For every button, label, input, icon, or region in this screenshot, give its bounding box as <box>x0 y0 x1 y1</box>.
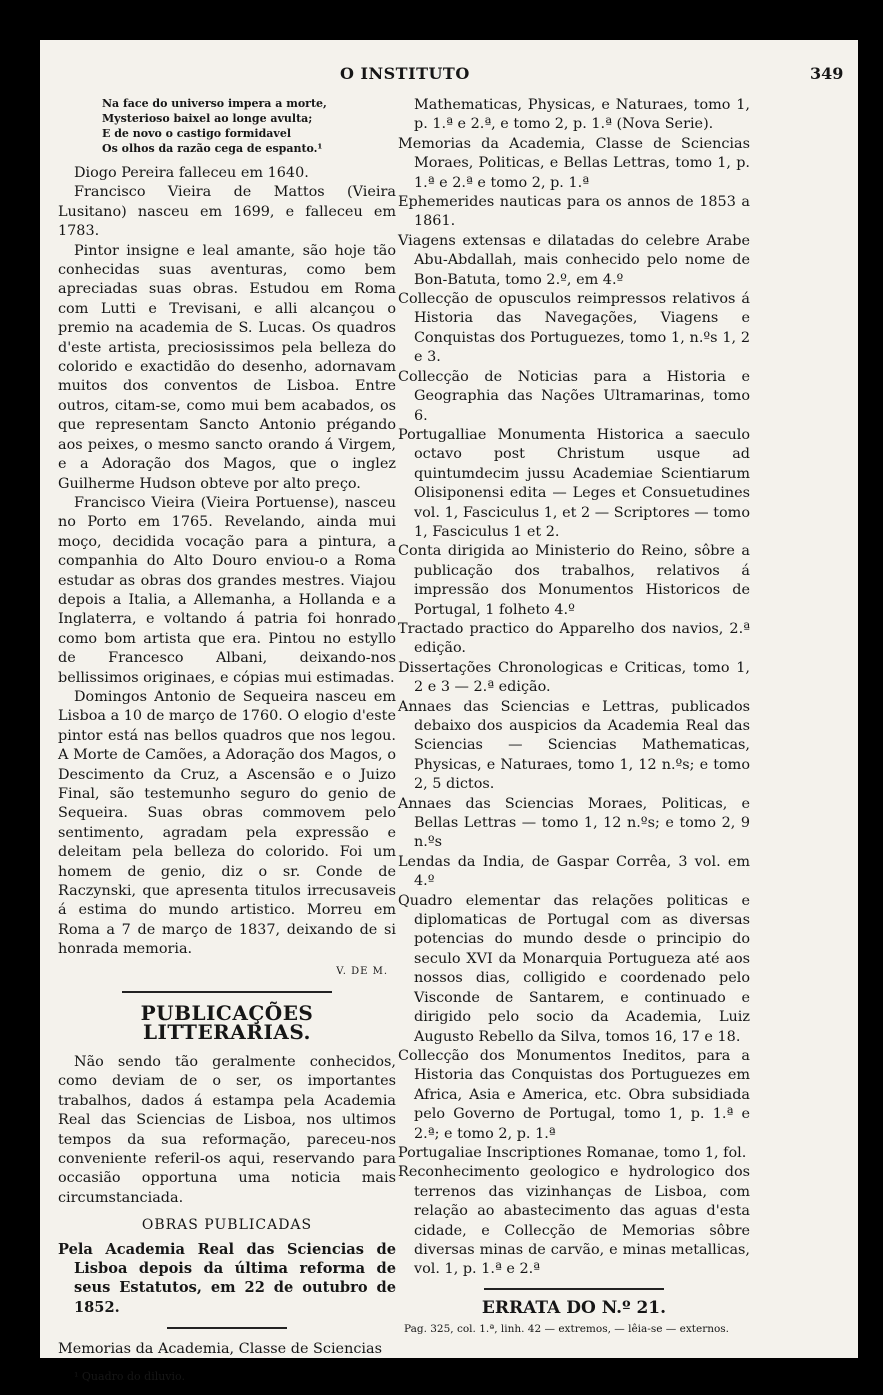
footnote: ¹ Quadro do diluvio. <box>74 1369 185 1383</box>
page-header <box>40 64 858 88</box>
verse-line: Na face do universo impera a morte, <box>102 97 327 110</box>
list-entry: Viagens extensas e dilatadas do celebre Arabe Abu-Abdallah, mais conhecido pelo nome de Bon-Batuta, tomo 2.º, em 4.º <box>398 232 750 288</box>
divider <box>167 1327 287 1330</box>
list-entry: Portugaliae Inscriptiones Romanae, tomo 1, fol. <box>398 1144 747 1161</box>
left-column <box>58 96 396 1384</box>
list-entry: Lendas da India, de Gaspar Corrêa, 3 vol. em 4.º <box>398 853 750 890</box>
verse-line: Mysterioso baixel ao longe avulta; <box>102 112 313 125</box>
list-entry: Dissertações Chronologicas e Criticas, tomo 1, 2 e 3 — 2.ª edição. <box>398 659 750 696</box>
verse-quote <box>102 96 396 156</box>
newspaper-page <box>40 40 858 1383</box>
paragraph: Francisco Vieira de Mattos (Vieira Lusitano) nasceu em 1699, e falleceu em 1783. <box>58 184 396 240</box>
errata-heading: ERRATA DO N.º 21. <box>481 1297 667 1318</box>
list-entry: Collecção de opusculos reimpressos relativos á Historia das Navegações, Viagens e Conquistas dos Portuguezes, tomo 1, n.ºs 1, 2 e 3. <box>398 291 750 366</box>
list-entry: Collecção de Noticias para a Historia e Geographia das Nações Ultramarinas, tomo 6. <box>398 368 750 424</box>
list-entry: Collecção dos Monumentos Ineditos, para a Historia das Conquistas dos Portuguezes em Africa, Asia e America, etc. Obra subsidiada pelo Governo de Portugal, tomo 1, p. 1.ª e 2.ª; e tomo 2, p. 1.ª <box>398 1047 750 1142</box>
section-heading: PUBLICAÇÕES LITTERARIAS. <box>140 1001 314 1045</box>
subsection-heading: OBRAS PUBLICADAS <box>141 1217 313 1234</box>
paragraph: Diogo Pereira falleceu em 1640. <box>74 165 309 181</box>
paragraph: Francisco Vieira (Vieira Portuense), nasceu no Porto em 1765. Revelando, ainda mui moço, decidida vocação para a pintura, a companhia do Alto Douro enviou-o a Roma estudar as obras dos grandes mestres. Viajou depois a Italia, a Allemanha, a Hollanda e a Inglaterra, e voltando á patria foi honrado como bom artista que era. Pintou no estyllo de Francesco Albani, deixando-nos bellissimos originaes, e cópias mui estimadas. <box>58 494 396 686</box>
list-entry: Annaes das Sciencias Moraes, Politicas, e Bellas Lettras — tomo 1, 12 n.ºs; e tomo 2, 9 n.ºs <box>398 795 750 851</box>
list-entry: Annaes das Sciencias e Lettras, publicados debaixo dos auspicios da Academia Real das Sciencias — Sciencias Mathematicas, Physicas, e Naturaes, tomo 1, 12 n.ºs; e tomo 2, 5 dictos. <box>398 698 750 793</box>
signature: V. DE M. <box>336 965 388 977</box>
divider <box>122 991 332 994</box>
right-column <box>398 96 750 1336</box>
journal-title: O INSTITUTO <box>340 64 470 83</box>
paragraph: Não sendo tão geralmente conhecidos, como deviam de o ser, os importantes trabalhos, dados á estampa pela Academia Real das Sciencias de Lisboa, nos ultimos tempos da sua reformação, pareceu-nos conveniente referil-os aqui, reservando para occasião opportuna uma noticia mais circumstanciada. <box>58 1053 396 1206</box>
list-entry: Portugalliae Monumenta Historica a saeculo octavo post Christum usque ad quintumdecim jussu Academiae Scientiarum Olisiponensi edita — Leges et Consuetudines vol. 1, Fasciculus 1, et 2 — Scriptores — tomo 1, Fasciculus 1 et 2. <box>398 426 750 540</box>
list-entry: Conta dirigida ao Ministerio do Reino, sôbre a publicação dos trabalhos, relativos á impressão dos Monumentos Historicos de Portugal, 1 folheto 4.º <box>398 543 750 618</box>
list-entry: Memorias da Academia, Classe de Sciencias <box>58 1341 382 1358</box>
list-entry: Mathematicas, Physicas, e Naturaes, tomo 1, p. 1.ª e 2.ª, e tomo 2, p. 1.ª (Nova Serie). <box>414 97 750 133</box>
errata-text: Pag. 325, col. 1.ª, linh. 42 — extremos, — lêia-se — externos. <box>404 1323 730 1336</box>
verse-line: Os olhos da razão cega de espanto.¹ <box>102 142 323 155</box>
divider <box>484 1288 664 1291</box>
page-number: 349 <box>810 64 844 83</box>
list-entry: Ephemerides nauticas para os annos de 1853 a 1861. <box>398 194 750 230</box>
list-entry: Tractado practico do Apparelho dos navios, 2.ª edição. <box>398 620 750 657</box>
paragraph: Pintor insigne e leal amante, são hoje tão conhecidas suas aventuras, como bem apreciadas suas obras. Estudou em Roma com Lutti e Trevisani, e alli alcançou o premio na academia de S. Lucas. Os quadros d'este artista, preciosissimos pela belleza do colorido e exactidão do desenho, adornavam muitos dos conventos de Lisboa. Entre outros, citam-se, como mui bem acabados, os que representam Sancto Antonio prégando aos peixes, o mesmo sancto orando á Virgem, e a Adoração dos Magos, que o inglez Guilherme Hudson obteve por alto preço. <box>58 242 396 492</box>
paragraph: Domingos Antonio de Sequeira nasceu em Lisboa a 10 de março de 1760. O elogio d'este pintor está nas bellos quadros que nos legou. A Morte de Camões, a Adoração dos Magos, o Descimento da Cruz, a Ascensão e o Juizo Final, são testemunho seguro do genio de Sequeira. Suas obras commovem pelo sentimento, agradam pela expressão e deleitam pela belleza do colorido. Foi um homem de genio, diz o sr. Conde de Raczynski, que apresenta titulos irrecusaveis á estima do mundo artistico. Morreu em Roma a 7 de março de 1837, deixando de si honrada memoria. <box>58 688 396 958</box>
list-entry: Quadro elementar das relações politicas e diplomaticas de Portugal com as diversas potencias do mundo desde o principio do seculo XVI da Monarquia Portugueza até aos nossos dias, colligido e coordenado pelo Visconde de Santarem, e continuado e dirigido pelo socio da Academia, Luiz Augusto Rebello da Silva, tomos 16, 17 e 18. <box>398 892 750 1045</box>
list-entry: Reconhecimento geologico e hydrologico dos terrenos das vizinhanças de Lisboa, com relação ao abastecimento das aguas d'esta cidade, e Collecção de Memorias sôbre diversas minas de carvão, e minas metallicas, vol. 1, p. 1.ª e 2.ª <box>398 1164 750 1278</box>
list-entry: Memorias da Academia, Classe de Sciencias Moraes, Politicas, e Bellas Lettras, tomo 1, p. 1.ª e 2.ª e tomo 2, p. 1.ª <box>398 135 750 191</box>
subsection-subtitle: Pela Academia Real das Sciencias de Lisboa depois da última reforma de seus Estatutos, em 22 de outubro de 1852. <box>58 1240 396 1316</box>
verse-line: E de novo o castigo formidavel <box>102 127 291 140</box>
